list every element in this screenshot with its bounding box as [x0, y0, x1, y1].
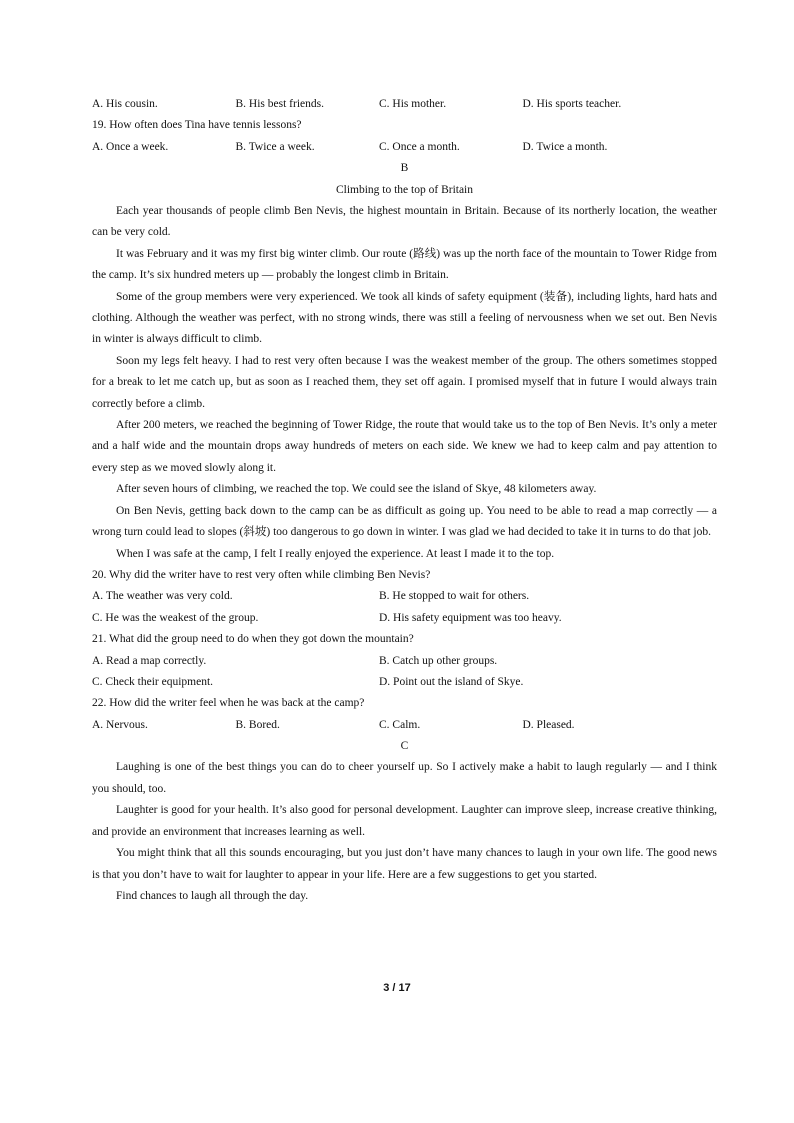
passage-b-title: Climbing to the top of Britain	[335, 183, 474, 196]
option-d: D. Point out the island of Skye.	[379, 675, 524, 688]
q21-options-cd	[92, 672, 717, 693]
option-b: B. Bored.	[235, 718, 280, 731]
passage-c-paragraph: Find chances to laugh all through the day.	[116, 889, 309, 902]
option-d: D. His sports teacher.	[522, 98, 622, 110]
option-a: A. Nervous.	[92, 718, 148, 731]
option-c: C. His mother.	[379, 98, 447, 110]
q18-options	[92, 94, 717, 115]
q21-question: 21. What did the group need to do when they got down the mountain?	[92, 633, 414, 646]
passage-c-paragraph: Laughing is one of the best things you can do to cheer yourself up. So I actively make a habit to laugh regularly — and I think you should, too.	[92, 761, 717, 795]
passage-b-paragraph: On Ben Nevis, getting back down to the camp can be as difficult as going up. You need to be able to read a map correctly — a wrong turn could lead to slopes (斜坡) too dangerous to go down in winter. I was glad we had decided to take it in turns to do that job.	[92, 504, 717, 539]
passage-b-paragraph: Each year thousands of people climb Ben Nevis, the highest mountain in Britain. Because of its northerly location, the weather can be very cold.	[92, 205, 717, 239]
q19-options	[92, 137, 717, 158]
q21-options-ab	[92, 651, 717, 672]
passage-b-paragraph: After seven hours of climbing, we reached the top. We could see the island of Skye, 48 kilometers away.	[116, 483, 597, 496]
option-d: D. Twice a month.	[522, 140, 608, 153]
option-b: B. His best friends.	[235, 98, 324, 110]
option-a: A. The weather was very cold.	[92, 590, 233, 603]
option-c: C. Check their equipment.	[92, 675, 214, 688]
q22-options	[92, 715, 717, 736]
option-c: C. Calm.	[379, 718, 421, 731]
q20-options-cd	[92, 608, 717, 629]
option-b: B. He stopped to wait for others.	[379, 590, 530, 603]
passage-b-paragraph: It was February and it was my first big winter climb. Our route (路线) was up the north face of the mountain to Tower Ridge from the camp. It’s six hundred meters up — probably the longest climb in Britain.	[92, 247, 717, 282]
passage-b-paragraph: After 200 meters, we reached the beginning of Tower Ridge, the route that would take us to the top of Ben Nevis. It’s only a meter and a half wide and the mountain drops away hundreds of meters on each side. We knew we had to keep calm and pay attention to every step as we moved slowly along it.	[92, 419, 717, 474]
passage-c-paragraph: You might think that all this sounds encouraging, but you just don’t have many chances to laugh in your own life. The good news is that you don’t have to wait for laughter to appear in your life. Here are a few suggestions to get you started.	[92, 847, 717, 881]
q20-options-ab	[92, 586, 717, 607]
exam-page	[92, 94, 717, 907]
option-b: B. Catch up other groups.	[379, 654, 498, 667]
page-number: 3 / 17	[383, 982, 411, 994]
option-c: C. Once a month.	[379, 140, 460, 153]
option-d: D. Pleased.	[522, 718, 575, 731]
q20-question: 20. Why did the writer have to rest very often while climbing Ben Nevis?	[92, 568, 431, 581]
option-a: A. Read a map correctly.	[92, 654, 207, 667]
passage-b-paragraph: Some of the group members were very experienced. We took all kinds of safety equipment (装备), including lights, hard hats and clothing. Although the weather was perfect, with no strong winds, there was still a feeling of nervousness when we set out. Ben Nevis in winter is always difficult to climb.	[92, 290, 717, 346]
passage-c-label: C	[400, 740, 409, 753]
option-a: A. His cousin.	[92, 98, 158, 110]
option-a: A. Once a week.	[92, 140, 169, 153]
option-b: B. Twice a week.	[235, 140, 315, 153]
passage-c-paragraph: Laughter is good for your health. It’s also good for personal development. Laughter can improve sleep, increase creative thinking, and provide an environment that increases learning as well.	[92, 804, 717, 838]
q19-question: 19. How often does Tina have tennis lessons?	[92, 119, 302, 132]
passage-b-label: B	[400, 162, 409, 175]
passage-b-paragraph: Soon my legs felt heavy. I had to rest very often because I was the weakest member of the group. The others sometimes stopped for a break to let me catch up, but as soon as I reached them, they set off again. I promised myself that in future I would always train correctly before a climb.	[92, 354, 717, 410]
passage-b-paragraph: When I was safe at the camp, I felt I really enjoyed the experience. At least I made it to the top.	[116, 547, 555, 560]
option-d: D. His safety equipment was too heavy.	[379, 611, 562, 624]
q22-question: 22. How did the writer feel when he was back at the camp?	[92, 697, 365, 710]
option-c: C. He was the weakest of the group.	[92, 611, 259, 624]
